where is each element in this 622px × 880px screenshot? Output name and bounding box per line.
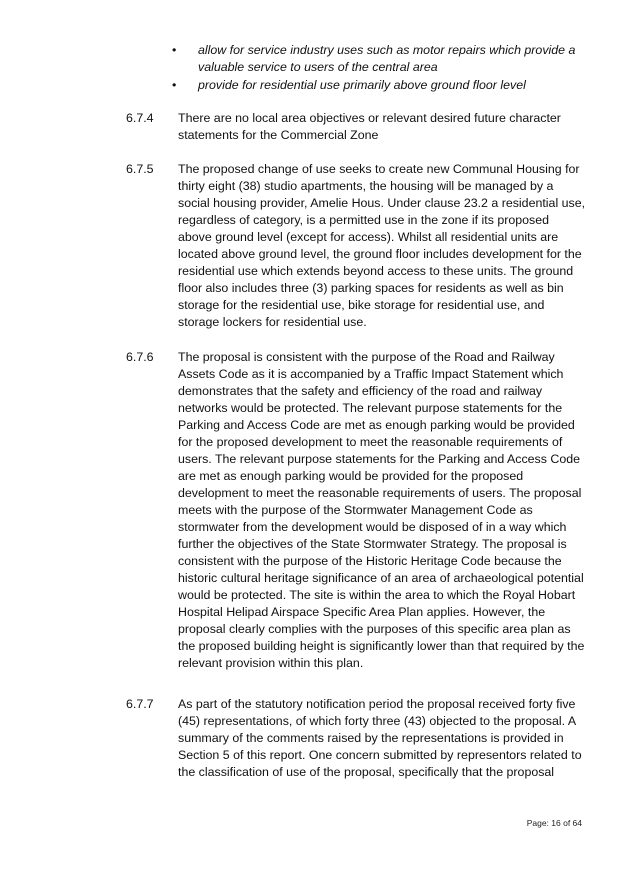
list-item [160, 77, 590, 94]
paragraph-6-7-4 [126, 110, 586, 144]
paragraph-6-7-5 [126, 161, 586, 331]
paragraph-number: 6.7.4 [126, 111, 154, 125]
paragraph-number: 6.7.5 [126, 162, 154, 176]
paragraph-text: The proposal is consistent with the purpose of the Road and Railway Assets Code as it is accompanied by a Traffic Impact Statement which demonstrates that the safety and efficiency of the road and railway networks would be protected. The relevant purpose statements for the Parking and Access Code are met as enough parking would be provided for the proposed development to meet the reasonable requirements of users. The relevant purpose statements for the Parking and Access Code are met as enough parking would be provided for the proposed development to meet the reasonable requirements of users. The proposal meets with the purpose of the Stormwater Management Code as stormwater from the development would be disposed of in a way which further the objectives of the State Stormwater Strategy. The proposal is consistent with the purpose of the Historic Heritage Code because the historic cultural heritage significance of an area of archaeological potential would be protected. The site is within the area to which the Royal Hobart Hospital Helipad Airspace Specific Area Plan applies. However, the proposal clearly complies with the purposes of this specific area plan as the proposed building height is significantly lower than that required by the relevant provision within this plan. [178, 350, 585, 670]
paragraph-6-7-6 [126, 349, 586, 672]
paragraph-text: As part of the statutory notification period the proposal received forty five (45) representations, of which forty three (43) objected to the proposal. A summary of the comments raised by the representations is provided in Section 5 of this report. One concern submitted by representors related to the classification of use of the proposal, specifically that the proposal [178, 697, 582, 779]
paragraph-text: There are no local area objectives or relevant desired future character statements for the Commercial Zone [178, 111, 561, 142]
bullet-icon: • [172, 43, 177, 57]
bullet-text: allow for service industry uses such as motor repairs which provide a valuable service to users of the central area [198, 43, 576, 74]
list-item [160, 42, 590, 76]
paragraph-number: 6.7.6 [126, 350, 154, 364]
bullet-list [160, 42, 590, 95]
bullet-text: provide for residential use primarily above ground floor level [198, 78, 526, 92]
bullet-icon: • [172, 78, 177, 92]
paragraph-text: The proposed change of use seeks to create new Communal Housing for thirty eight (38) studio apartments, the housing will be managed by a social housing provider, Amelie Hous. Under clause 23.2 a residential use, regardless of category, is a permitted use in the zone if its proposed above ground level (except for access). Whilst all residential units are located above ground level, the ground floor includes development for the residential use which extends beyond access to these units. The ground floor also includes three (3) parking spaces for residents as well as bin storage for the residential use, bike storage for residential use, and storage lockers for residential use. [178, 162, 586, 329]
page-number: Page: 16 of 64 [526, 818, 582, 828]
paragraph-6-7-7 [126, 696, 586, 781]
paragraph-number: 6.7.7 [126, 697, 154, 711]
